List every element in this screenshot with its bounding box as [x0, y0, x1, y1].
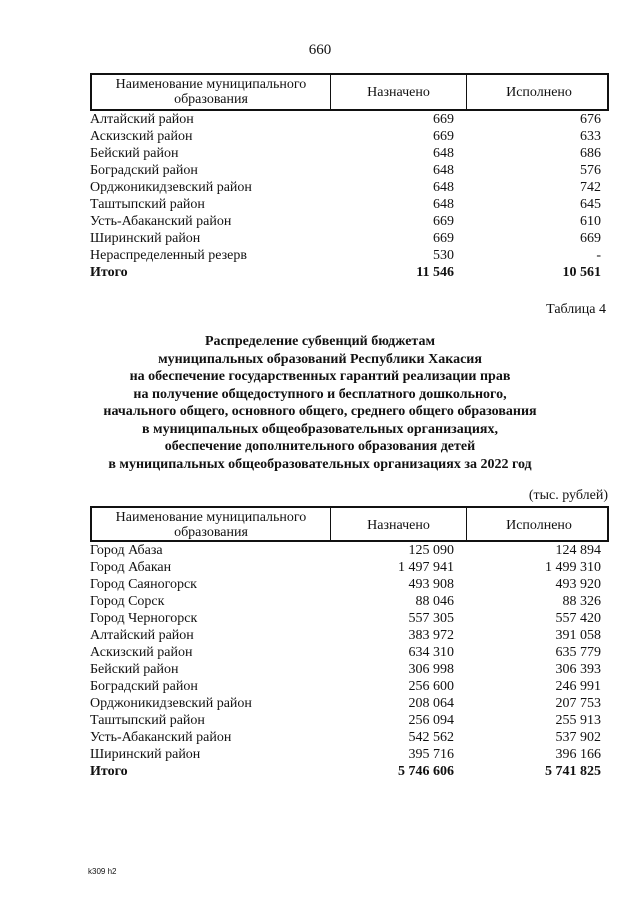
title-line: Распределение субвенций бюджетам [205, 334, 435, 349]
municipality-name: Боградский район [90, 679, 198, 694]
executed-value: 255 913 [555, 713, 601, 728]
municipality-name: Бейский район [90, 662, 179, 677]
municipality-name: Аскизский район [90, 645, 193, 660]
table-4-total-row [90, 763, 609, 780]
assigned-value: 1 497 941 [398, 560, 454, 575]
municipality-name: Алтайский район [90, 628, 194, 643]
table-3 [90, 73, 609, 281]
municipality-name: Ширинский район [90, 747, 201, 762]
executed-value: 676 [580, 112, 601, 127]
municipality-name: Город Сорск [90, 594, 165, 609]
table-row [90, 746, 609, 763]
assigned-value: 383 972 [408, 628, 454, 643]
header-name: Наименование муниципального образования [115, 510, 307, 540]
table-4-header [90, 506, 609, 542]
executed-value: 207 753 [555, 696, 601, 711]
municipality-name: Таштыпский район [90, 197, 205, 212]
executed-value: 124 894 [555, 543, 601, 558]
total-label: Итого [90, 265, 128, 280]
table-row [90, 213, 609, 230]
total-assigned: 5 746 606 [398, 764, 454, 779]
assigned-value: 530 [433, 248, 454, 263]
executed-value: 610 [580, 214, 601, 229]
municipality-name: Бейский район [90, 146, 179, 161]
municipality-name: Нераспределенный резерв [90, 248, 247, 263]
municipality-name: Город Абаза [90, 543, 163, 558]
header-assigned: Назначено [330, 75, 466, 109]
executed-value: 537 902 [555, 730, 601, 745]
municipality-name: Ширинский район [90, 231, 201, 246]
title-line: обеспечение дополнительного образования детей [164, 439, 476, 454]
title-line: в муниципальных общеобразовательных организациях, [142, 421, 498, 437]
executed-value: 88 326 [562, 594, 601, 609]
table-row [90, 576, 609, 593]
assigned-value: 648 [433, 163, 454, 178]
assigned-value: 669 [433, 214, 454, 229]
executed-value: 391 058 [555, 628, 601, 643]
table-row [90, 678, 609, 695]
table-row [90, 695, 609, 712]
assigned-value: 542 562 [408, 730, 454, 745]
assigned-value: 208 064 [408, 696, 454, 711]
total-assigned: 11 546 [416, 265, 454, 280]
table-row [90, 610, 609, 627]
table-row [90, 230, 609, 247]
municipality-name: Орджоникидзевский район [90, 180, 252, 195]
table-row [90, 162, 609, 179]
municipality-name: Город Саяногорск [90, 577, 197, 592]
table-row [90, 559, 609, 576]
header-name: Наименование муниципального образования [115, 77, 307, 107]
executed-value: 635 779 [555, 645, 601, 660]
executed-value: 396 166 [555, 747, 601, 762]
executed-value: 493 920 [555, 577, 601, 592]
header-executed: Исполнено [466, 508, 611, 542]
executed-value: 686 [580, 146, 601, 161]
municipality-name: Город Черногорск [90, 611, 198, 626]
footer-code: k309 h2 [88, 867, 117, 876]
assigned-value: 669 [433, 112, 454, 127]
header-assigned: Назначено [330, 508, 466, 542]
total-label: Итого [90, 764, 128, 779]
table-row [90, 627, 609, 644]
table-4 [90, 506, 609, 780]
executed-value: 645 [580, 197, 601, 212]
assigned-value: 395 716 [408, 747, 454, 762]
table-row [90, 593, 609, 610]
table-row [90, 644, 609, 661]
table-3-body [90, 111, 609, 264]
assigned-value: 634 310 [408, 645, 454, 660]
executed-value: 1 499 310 [545, 560, 601, 575]
assigned-value: 557 305 [408, 611, 454, 626]
assigned-value: 306 998 [408, 662, 454, 677]
table-row [90, 542, 609, 559]
table-4-body [90, 542, 609, 763]
title-line: на обеспечение государственных гарантий реализации прав [129, 369, 511, 384]
assigned-value: 88 046 [415, 594, 454, 609]
table-3-header [90, 73, 609, 111]
unit-label: (тыс. рублей) [528, 488, 608, 503]
total-executed: 5 741 825 [545, 764, 601, 779]
executed-value: 742 [580, 180, 601, 195]
table-row [90, 145, 609, 162]
header-executed: Исполнено [466, 75, 611, 109]
table-row [90, 111, 609, 128]
municipality-name: Таштыпский район [90, 713, 205, 728]
table-3-total-row [90, 264, 609, 281]
municipality-name: Орджоникидзевский район [90, 696, 252, 711]
municipality-name: Город Абакан [90, 560, 172, 575]
executed-value: - [596, 248, 601, 263]
table-4-title [60, 333, 580, 473]
assigned-value: 125 090 [408, 543, 454, 558]
table-row [90, 712, 609, 729]
executed-value: 557 420 [555, 611, 601, 626]
table-row [90, 196, 609, 213]
page-number: 660 [308, 42, 332, 58]
table-row [90, 247, 609, 264]
municipality-name: Усть-Абаканский район [90, 730, 232, 745]
assigned-value: 669 [433, 129, 454, 144]
assigned-value: 493 908 [408, 577, 454, 592]
municipality-name: Аскизский район [90, 129, 193, 144]
municipality-name: Усть-Абаканский район [90, 214, 232, 229]
assigned-value: 648 [433, 197, 454, 212]
assigned-value: 669 [433, 231, 454, 246]
municipality-name: Боградский район [90, 163, 198, 178]
title-line: в муниципальных общеобразовательных организациях за 2022 год [108, 456, 532, 472]
municipality-name: Алтайский район [90, 112, 194, 127]
assigned-value: 256 094 [408, 713, 454, 728]
table-row [90, 729, 609, 746]
table-row [90, 179, 609, 196]
title-line: на получение общедоступного и бесплатного дошкольного, [133, 386, 507, 402]
table-row [90, 128, 609, 145]
table-row [90, 661, 609, 678]
title-line: муниципальных образований Республики Хакасия [158, 351, 482, 367]
executed-value: 633 [580, 129, 601, 144]
executed-value: 669 [580, 231, 601, 246]
executed-value: 246 991 [555, 679, 601, 694]
total-executed: 10 561 [562, 265, 601, 280]
title-line: начального общего, основного общего, среднего общего образования [103, 404, 537, 419]
executed-value: 306 393 [555, 662, 601, 677]
assigned-value: 648 [433, 146, 454, 161]
table-4-label: Таблица 4 [546, 302, 606, 317]
executed-value: 576 [580, 163, 601, 178]
assigned-value: 256 600 [408, 679, 454, 694]
assigned-value: 648 [433, 180, 454, 195]
